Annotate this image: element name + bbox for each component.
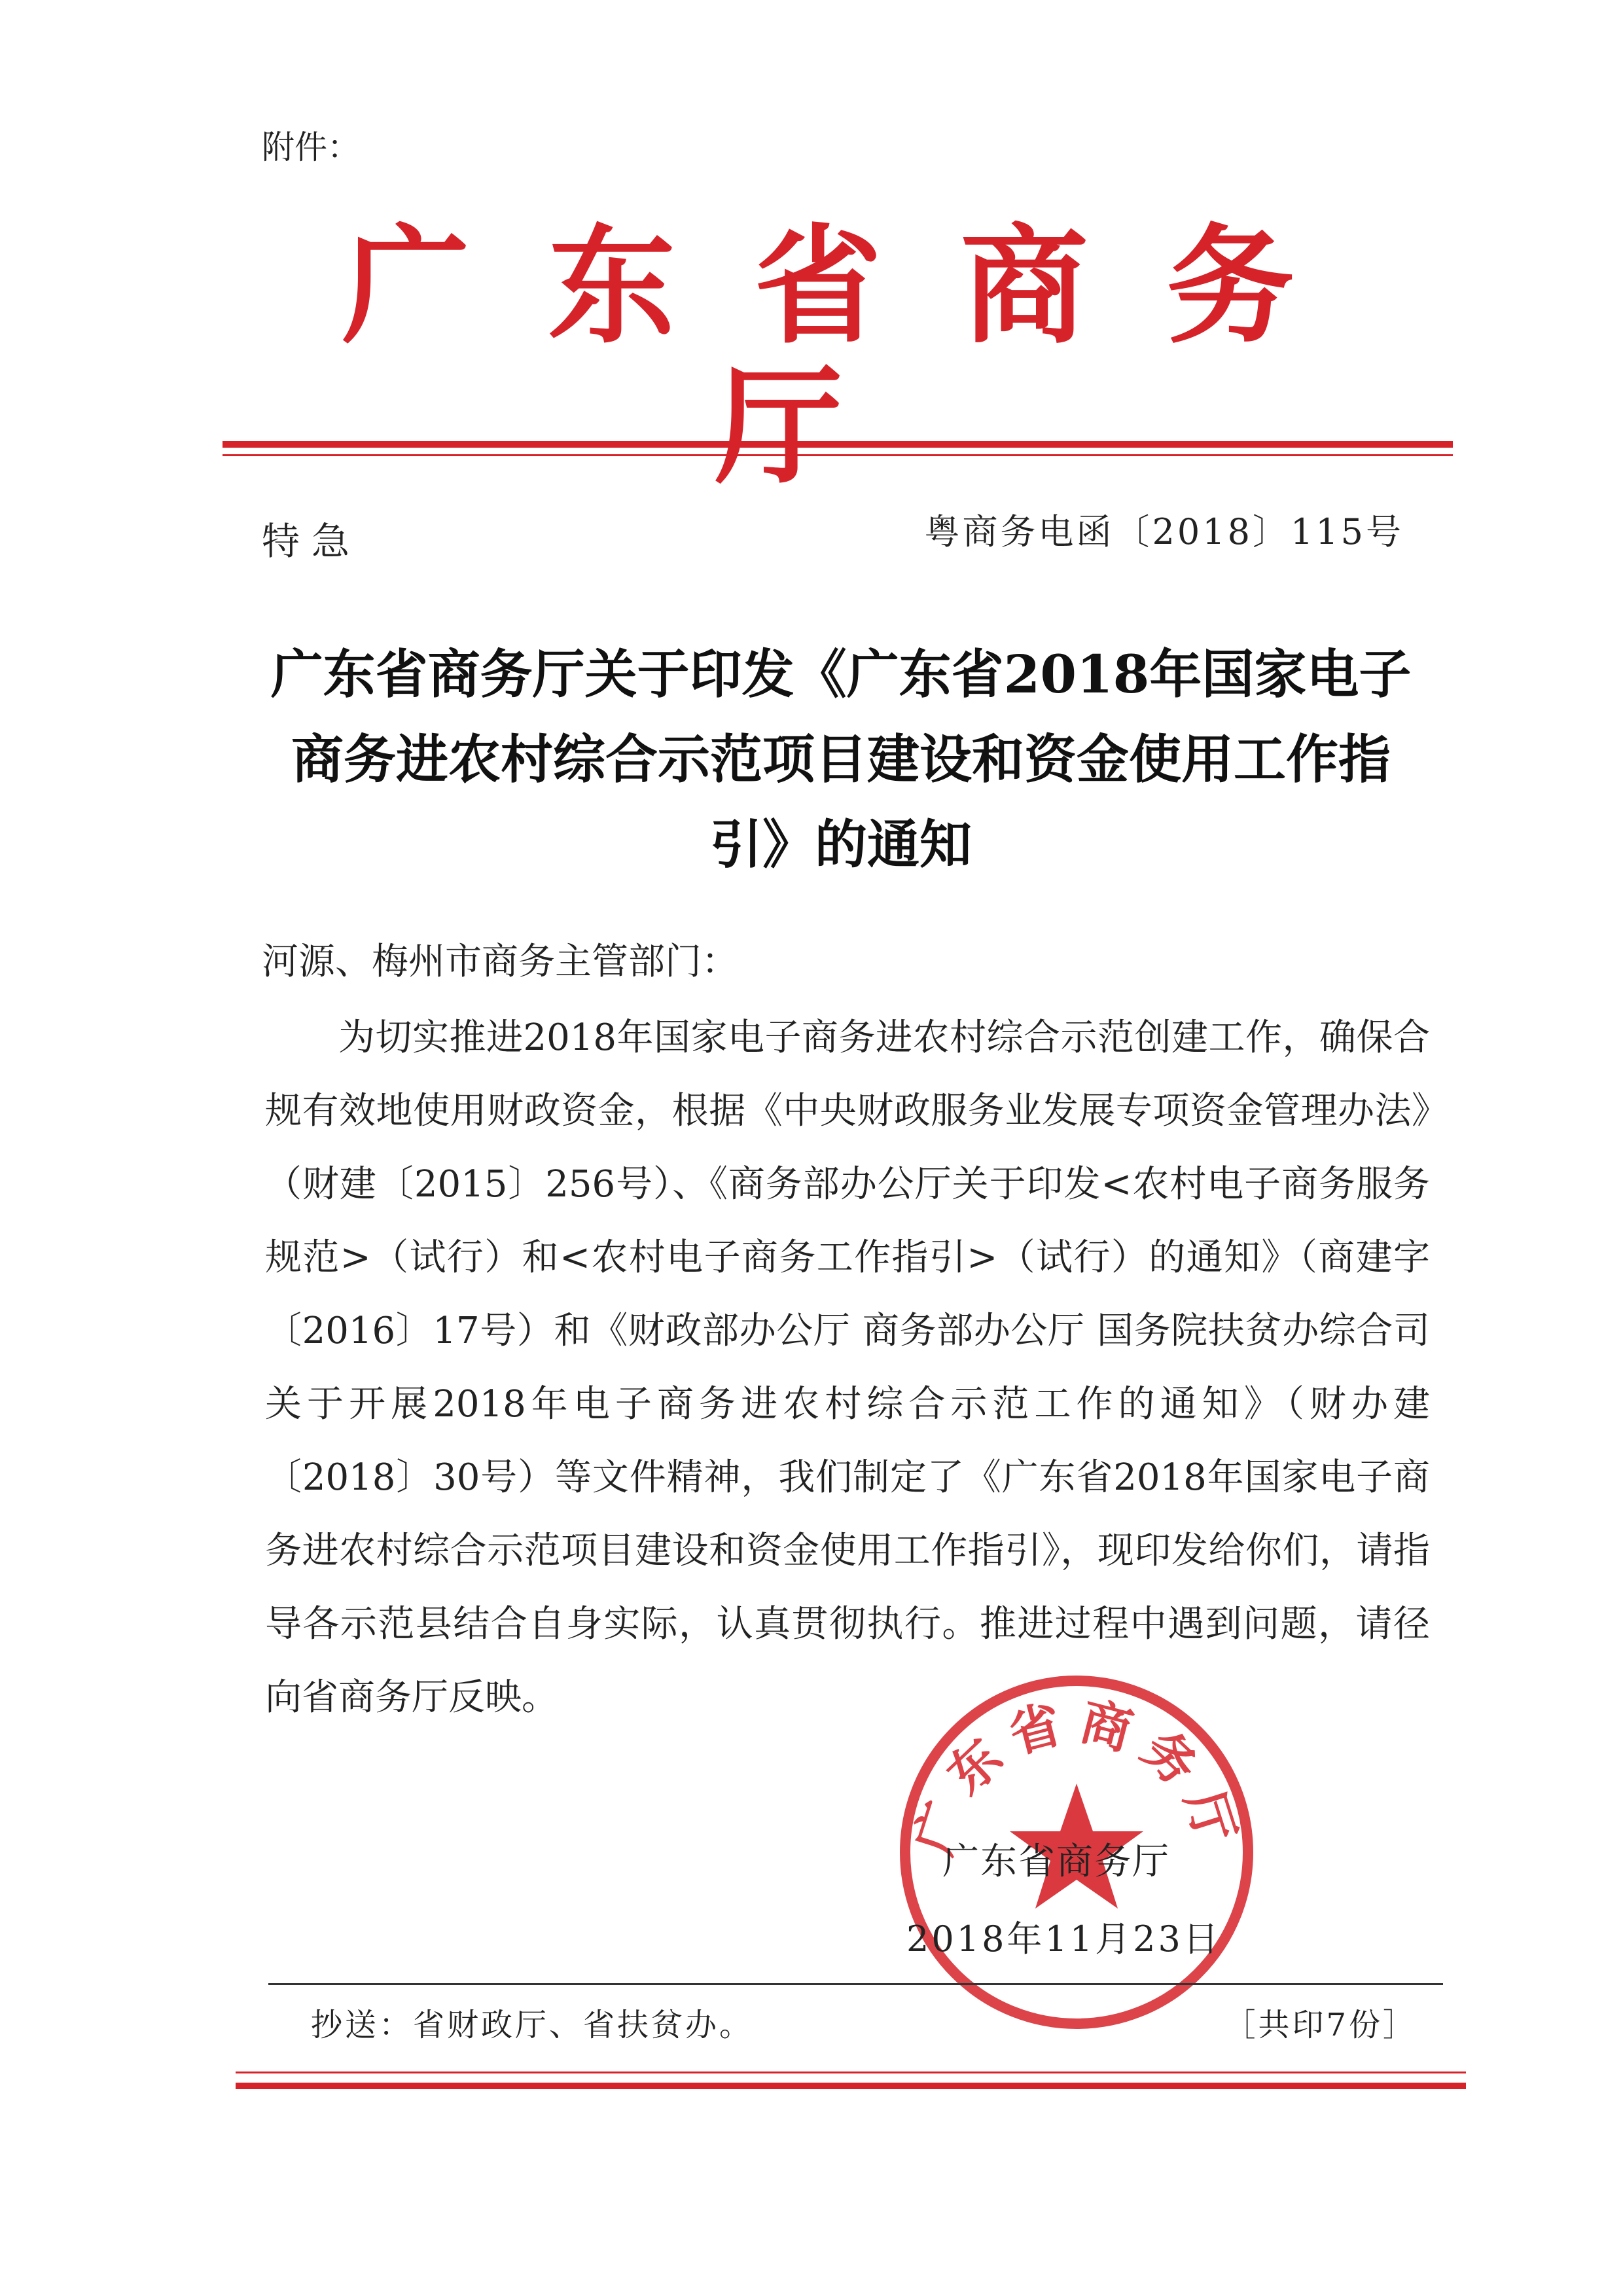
document-number: 粤商务电函〔2018〕115号 xyxy=(924,511,1404,552)
body-paragraph: 为切实推进2018年国家电子商务进农村综合示范创建工作，确保合规有效地使用财政资金，根据《中央财政服务业发展专项资金管理办法》（财建〔2015〕256号）、《商务部办公厅关于印发<农村电子商务服务规范>（试行）和<农村电子商务工作指引>（试行）的通知》（商建字〔2016〕17号）和《财政部办公厅 商务部办公厅 国务院扶贫办综合司 关于开展2018年电子商务进农村综合示范工作的通知》（财办建〔2018〕30号）等文件精神，我们制定了《广东省2018年国家电子商务进农村综合示范项目建设和资金使用工作指引》，现印发给你们，请指导各示范县结合自身实际，认真贯彻执行。推进过程中遇到问题，请径向省商务厅反映。 xyxy=(265,1016,1430,1719)
copies-count: ［共印7份］ xyxy=(1224,2007,1417,2043)
urgency-label: 特急 xyxy=(262,519,362,564)
signature-organization: 广东省商务厅 xyxy=(942,1840,1170,1883)
issue-date: 2018年11月23日 xyxy=(906,1918,1221,1960)
header-red-rule xyxy=(223,441,1453,448)
salutation: 河源、梅州市商务主管部门： xyxy=(262,941,738,983)
header-red-rule-thin xyxy=(223,454,1453,456)
document-title: 广东省商务厅关于印发《广东省2018年国家电子商务进农村综合示范项目建设和资金使用工作指引》的通知 xyxy=(270,643,1412,875)
cc-line: 抄送：省财政厅、省扶贫办。 xyxy=(311,2007,754,2043)
footer-red-rule xyxy=(236,2083,1466,2089)
seal-text: 广东省商务厅 xyxy=(903,1691,1250,1862)
footer-red-rule-thin xyxy=(236,2072,1466,2073)
org-header: 广东省商务厅 xyxy=(342,211,1373,501)
attachment-label: 附件： xyxy=(262,128,360,166)
footer-rule xyxy=(268,1983,1443,1985)
